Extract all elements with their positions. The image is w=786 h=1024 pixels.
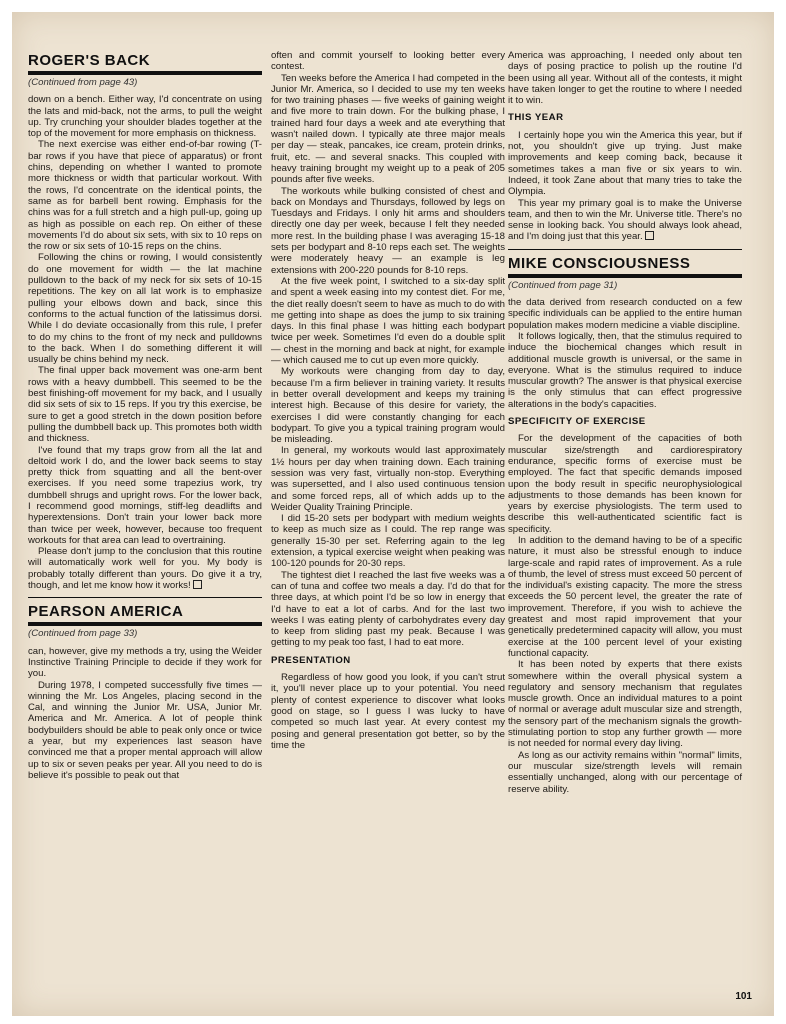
article-paragraph xyxy=(28,546,262,591)
article-paragraph: Following the chins or rowing, I would consistently do one movement for width — the lat machine pulldown to the back of my neck for six sets of 10-15 repetitions. The key on all lat work is to emphasize pulling your elbows down and back, since this conforms to the actual function of the latissimus dorsi. While I do deviate occasionally from this rule, I prefer to do my chins to the front of my neck and pulldowns to the back. When I do something different it will usually be chins behind my neck. xyxy=(28,252,262,366)
mike-consciousness-continued: (Continued from page 31) xyxy=(508,279,618,291)
pearson-america-continued: (Continued from page 33) xyxy=(28,628,138,640)
article-paragraph: I've found that my traps grow from all the lat and deltoid work I do, and the lower back seems to stay pretty thick from squatting and all the bent-over exercises. If you need some trapezius work, try dumbbell shrugs and upright rows. For the lower back, I recommend good mornings, stiff-leg deadlifts and hyperextensions. Don't train your lower back more than twice per week, however, because too frequent workouts for that area can lead to overtraining. xyxy=(28,444,262,546)
rogers-back-title: ROGER'S BACK xyxy=(28,52,151,69)
section-divider xyxy=(508,249,742,250)
magazine-page xyxy=(12,12,774,1016)
this-year-heading: THIS YEAR xyxy=(508,112,564,124)
article-paragraph: down on a bench. Either way, I'd concentrate on using the lats and mid-back, not the arms, to pull the weight up. Try crunching your shoulder blades together at the top of the movement for more emphasis on thickness. xyxy=(28,94,262,140)
article-paragraph: The next exercise was either end-of-bar rowing (T-bar rows if you have that piece of apparatus) or front chins, depending on whether I wanted to promote more thickness or width that particular workout. With the rows, I'd concentrate on the identical points, the same as for barbell bent rowing. Emphasis for the chins was for a full stretch and a high pull-up, going up as high as possible on each rep. On either of these movements I'd do about six sets, with six to 10 reps on the row or six sets of 10-15 reps on the chins. xyxy=(28,139,262,253)
column-1 xyxy=(28,52,262,781)
article-paragraph: As long as our activity remains within "normal" limits, our muscular size/strength levels will remain essentially unchanged, along with our percentage of reserve ability. xyxy=(508,749,742,795)
article-paragraph: often and commit yourself to looking better every contest. xyxy=(271,50,505,73)
mike-consciousness-header xyxy=(508,255,742,291)
pearson-america-header xyxy=(28,603,262,639)
pearson-america-title: PEARSON AMERICA xyxy=(28,603,184,621)
article-paragraph: It has been noted by experts that there exists somewhere within the overall physical system a regulatory and sensory mechanism that regulates muscle growth. Once an individual matures to a point of normal or average adult muscular size and strength, the sensory part of the mechanism signals the growth-stimulating portion to stop any further growth — more is not needed for normal every day living. xyxy=(508,659,742,750)
article-paragraph: I did 15-20 sets per bodypart with medium weights to keep as much size as I could. The rep range was generally 15-30 per set. Referring again to the leg extension, a typical exercise weight when peaking was 100-120 pounds for 20-30 reps. xyxy=(271,513,505,570)
mike-consciousness-title: MIKE CONSCIOUSNESS xyxy=(508,254,691,272)
article-paragraph: It follows logically, then, that the stimulus required to induce the biochemical changes which result in additional muscle growth is universal, or the same in everyone. What is the stimulus required to induce muscular growth? The answer is that physical exercise is the only stimulus that can effect progressive alterations in the body's capacities. xyxy=(508,330,742,410)
article-paragraph: can, however, give my methods a try, using the Weider Instinctive Training Principle to decide if they work for you. xyxy=(28,645,262,680)
page-number: 101 xyxy=(735,991,752,1002)
article-paragraph: The final upper back movement was one-arm bent rows with a heavy dumbbell. This seemed to be the best finishing-off movement for my back, and I usually did six sets of six to 15 reps. If you try this exercise, be sure to get a good stretch in the down position before pulling the dumbbell back up. This promotes both width and thickness. xyxy=(28,365,262,445)
article-paragraph: In general, my workouts would last approximately 1½ hours per day when training down. Each training session was very fast, virtually non-stop. Everything was supersetted, and I also used continuous tension and some forced reps, all of which adds up to the Weider Quality Training Principle. xyxy=(271,445,505,513)
column-2 xyxy=(271,50,505,751)
article-paragraph: America was approaching, I needed only about ten days of posing practice to polish up the routine I'd been using all year. Without all of the contests, it might have taken longer to get the routine to where I needed it to win. xyxy=(508,50,742,107)
title-rule xyxy=(28,71,262,75)
article-paragraph xyxy=(508,198,742,243)
article-paragraph: Ten weeks before the America I had competed in the Junior Mr. America, so I decided to use my ten weeks for two training phases — five weeks of gaining weight and five more to train down. For the bulking phase, I trained hard four days a week and ate everything that wasn't nailed down. I typically ate three major meals per day — steak, pancakes, ice cream, protein drinks, fruit, etc. — and several snacks. This coupled with heavy training brought my weight up to a peak of 205 pounds after five weeks. xyxy=(271,72,505,186)
article-paragraph: The workouts while bulking consisted of chest and back on Mondays and Thursdays, followed by legs on Tuesdays and Fridays. I only hit arms and shoulders directly one day per week, because I felt they needed more rest. In the building phase I was averaging 15-18 sets per bodypart and 8-10 reps each set. The weights were moderately heavy — an example is leg extensions with 200-220 pounds for 8-10 reps. xyxy=(271,185,505,276)
rogers-back-header xyxy=(28,52,262,88)
article-paragraph-text: This year my primary goal is to make the Universe team, and then to win the Mr. Universe title. There's no sense in looking back. You should always look ahead, and I'm doing just that this year. xyxy=(508,197,742,243)
article-paragraph: For the development of the capacities of both muscular size/strength and cardiorespiratory endurance, specific forms of exercise must be employed. The fact that specific demands imposed upon the body result in specific neurophysiological adjustments to those demands has been known for years by exercise physiologists. The term used to describe this well-authenticated scientific fact is specificity. xyxy=(508,433,742,535)
article-paragraph: During 1978, I competed successfully five times — winning the Mr. Los Angeles, placing second in the Cal, and winning the Junior Mr. USA, Junior Mr. America and Mr. America. A lot of people think bodybuilders should be able to peak only once or twice a year, but my experiences last season have convinced me that a proper mental approach will allow up to six or seven peaks per year. All you need to do is believe it's possible to peak out that xyxy=(28,679,262,781)
title-rule xyxy=(28,622,262,626)
end-mark-icon xyxy=(193,580,202,589)
article-paragraph: I certainly hope you win the America this year, but if not, you shouldn't give up trying. Just make improvements and keep coming back, because it sometimes takes a man five or six years to win. Indeed, it took Zane about that many tries to take the Olympia. xyxy=(508,129,742,198)
rogers-back-continued: (Continued from page 43) xyxy=(28,77,138,88)
section-divider xyxy=(28,597,262,598)
article-paragraph: My workouts were changing from day to day, because I'm a firm believer in training variety. It results in better overall development and keeps my training interest high. Because of this desire for variety, the exercises I did were constantly changing for each bodypart. To give you a typical training program would be misleading. xyxy=(271,366,505,446)
article-paragraph: At the five week point, I switched to a six-day split and spent a week easing into my contest diet. For me, the diet really doesn't seem to have as much to do with me getting into shape as does the jump to six training days. In this final phase I was hitting each bodypart twice per week. Sometimes I'd even do a double split — chest in the morning and back at night, for example — which caused me to cut up even more quickly. xyxy=(271,275,505,367)
column-3 xyxy=(508,50,742,795)
article-paragraph: In addition to the demand having to be of a specific nature, it must also be stressful enough to induce large-scale and rapid rates of improvement. As a rule of thumb, the level of stress must exceed 50 percent of the individual's existing capacity. The more the stress exceeds the 50 percent level, the greater the rate of improvement. Therefore, if you wish to achieve the greatest and most rapid improvement that your genetically predetermined capacity will allow, you must exercise at the 100 percent level of your existing functional capacity. xyxy=(508,534,742,659)
title-rule xyxy=(508,274,742,278)
article-paragraph: Regardless of how good you look, if you can't strut it, you'll never place up to your potential. You need plenty of contest experience to discover what looks good on stage, so I guess I was lucky to have competed so much last year. At every contest my posing and general presentation got better, so by the time the xyxy=(271,672,505,751)
presentation-heading: PRESENTATION xyxy=(271,654,351,666)
article-paragraph: the data derived from research conducted on a few specific individuals can be applied to the entire human population makes modern medicine a viable discipline. xyxy=(508,297,742,331)
end-mark-icon xyxy=(645,231,654,240)
article-paragraph: The tightest diet I reached the last five weeks was a can of tuna and coffee two meals a day. I'd do that for three days, at which point I'd be so low in energy that I'd have to eat a lot of carbs. And for the last two weeks I was eating plenty of carbohydrates every day to keep from sliding past my peak. Because I was getting to my peak too fast, I had to eat more. xyxy=(271,569,505,649)
specificity-heading: SPECIFICITY OF EXERCISE xyxy=(508,416,646,428)
article-paragraph-text: Please don't jump to the conclusion that this routine will automatically work well for you. My body is probably totally different than yours. Do give it a try, though, and let me know how it works! xyxy=(28,546,262,592)
